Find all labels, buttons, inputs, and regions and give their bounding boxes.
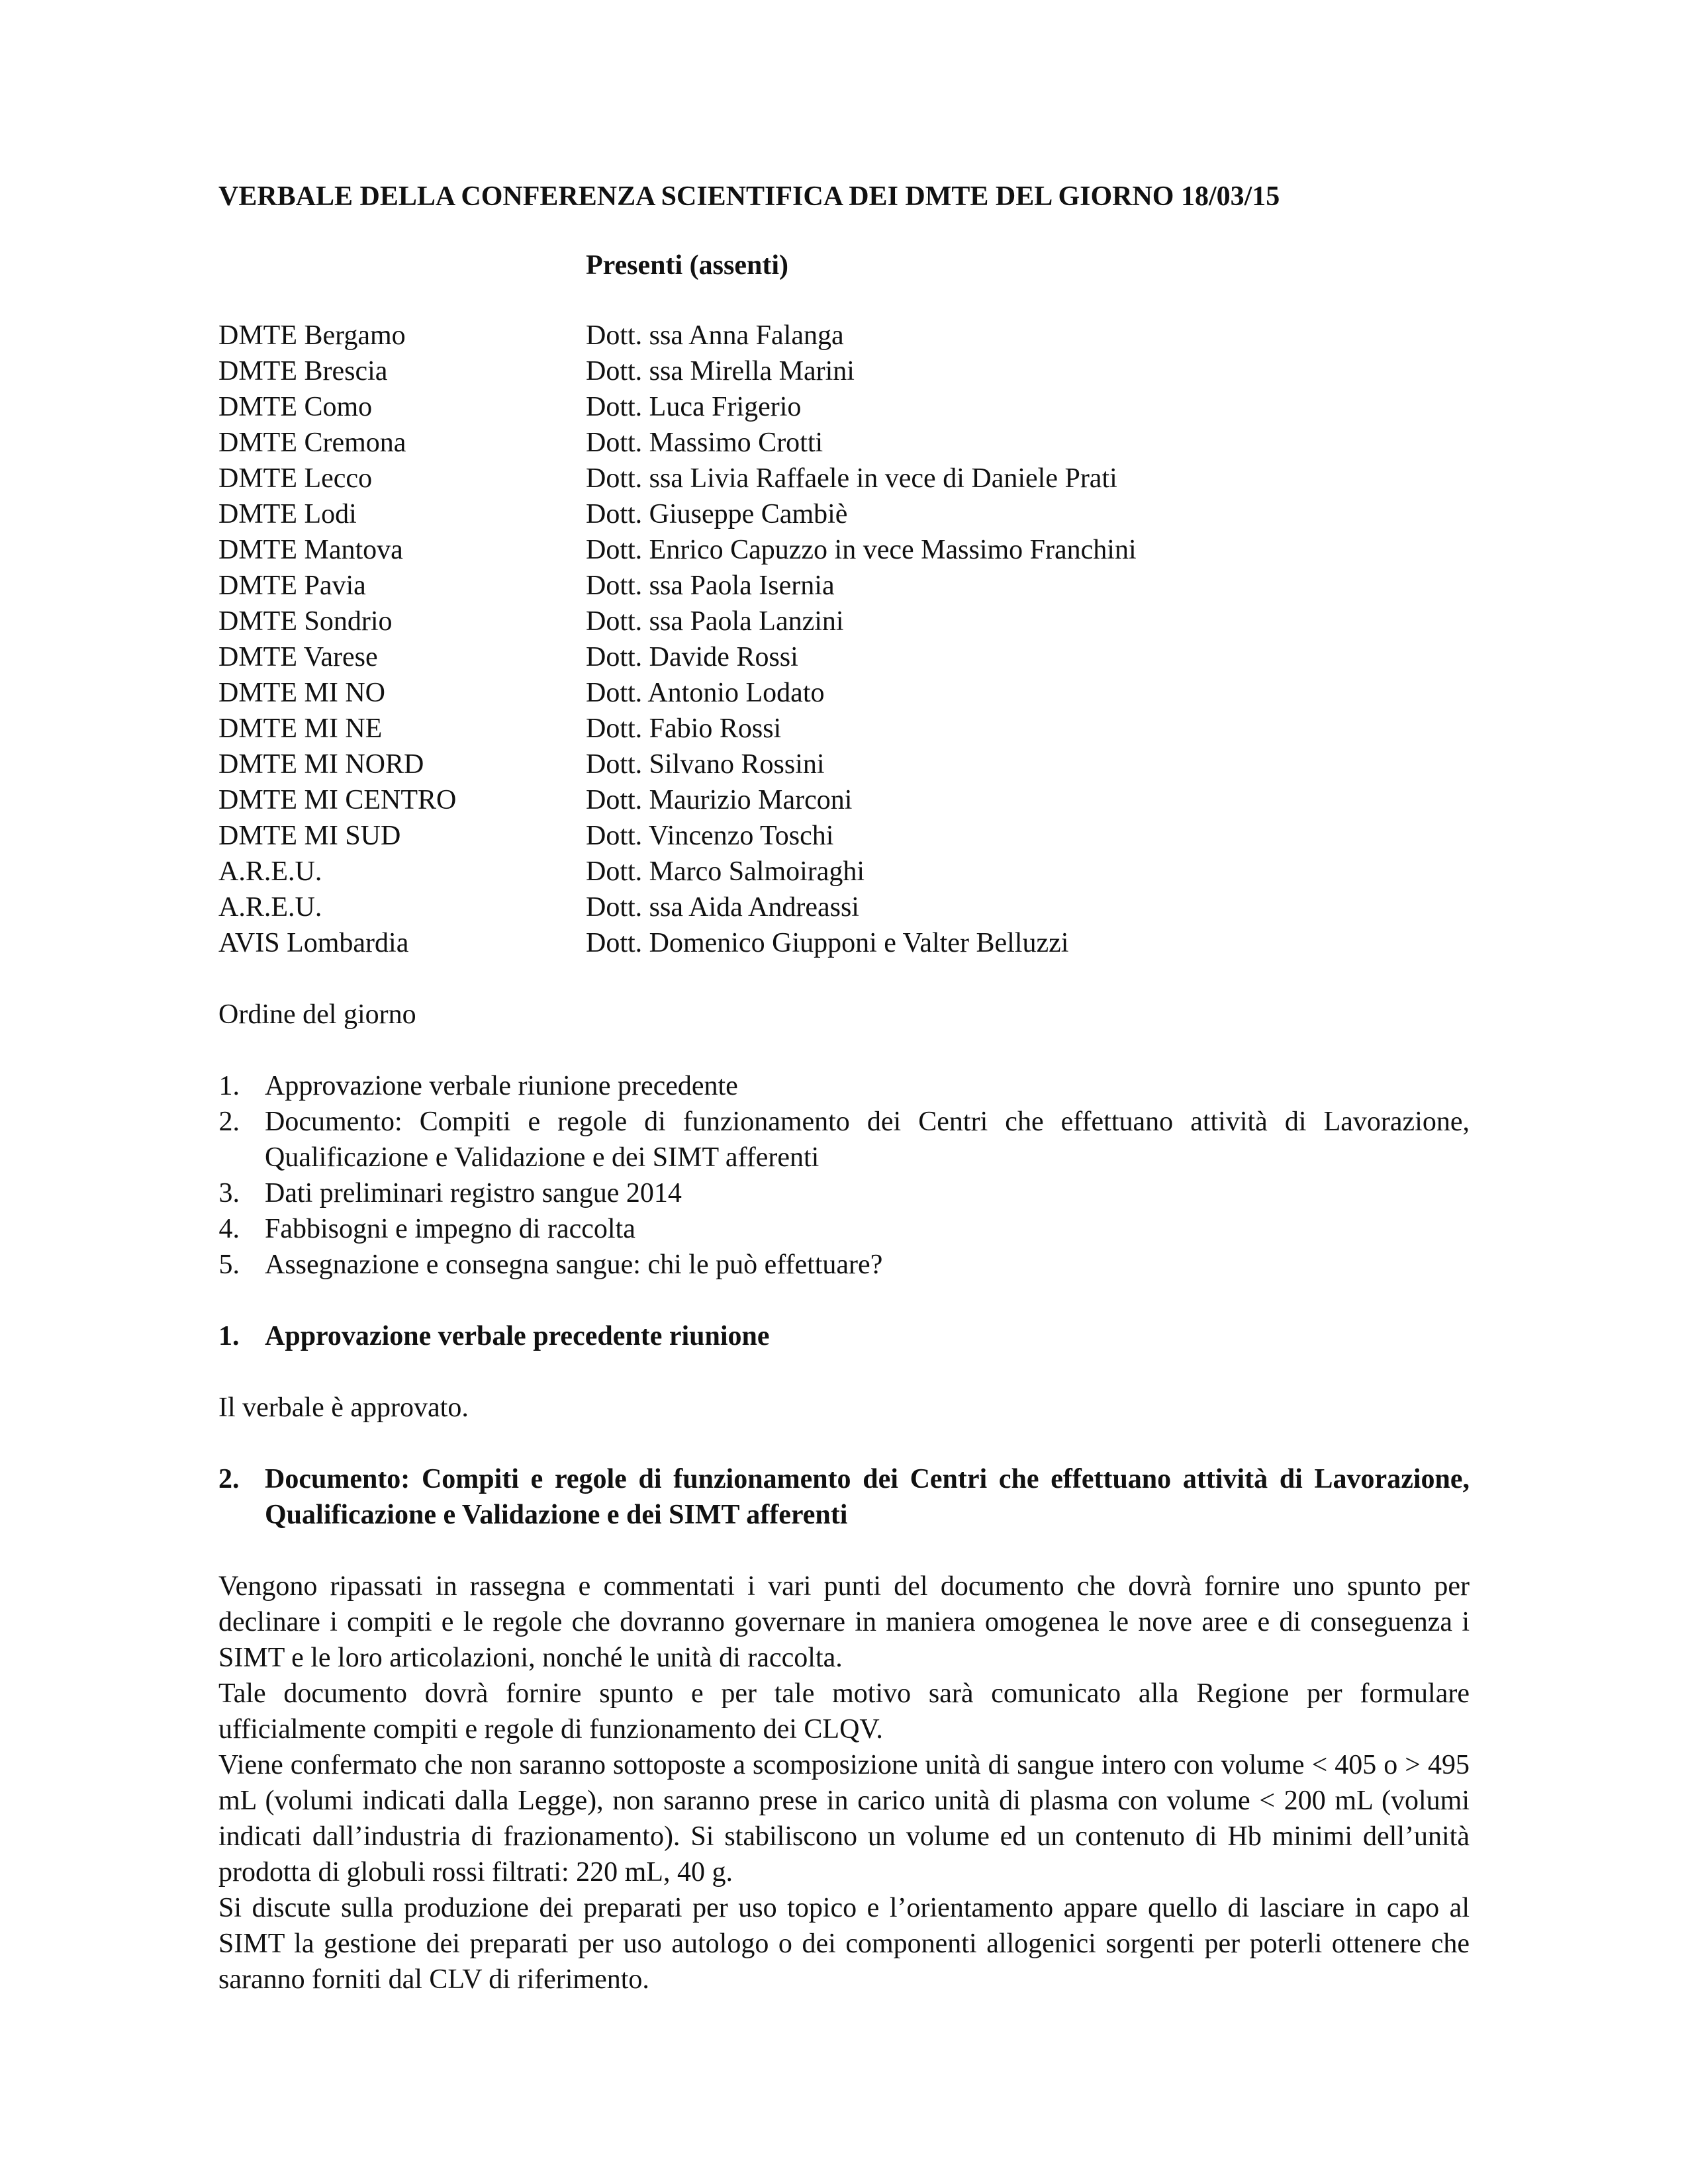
attendance-org: DMTE Lodi <box>218 499 357 529</box>
attendance-org: DMTE Como <box>218 392 373 422</box>
attendance-org: DMTE MI CENTRO <box>218 785 457 815</box>
agenda-item <box>218 1211 1470 1247</box>
section-2-paragraph: Viene confermato che non saranno sottoposte a scomposizione unità di sangue intero con volume < 405 o > 495 mL (volumi indicati dalla Legge), non saranno prese in carico unità di plasma con volume < 200 mL (volumi indicati dall’industria di frazionamento). Si stabiliscono un volume ed un contenuto di Hb minimi dell’unità prodotta di globuli rossi filtrati: 220 mL, 40 g. <box>218 1750 1470 1888</box>
attendance-row <box>218 353 1470 389</box>
attendance-org: DMTE Varese <box>218 642 378 672</box>
attendance-row <box>218 782 1470 818</box>
attendance-org: AVIS Lombardia <box>218 928 409 958</box>
attendance-org: DMTE Sondrio <box>218 606 393 637</box>
section-2-heading <box>218 1461 1470 1533</box>
agenda-item-number: 4. <box>218 1214 240 1244</box>
section-1-body: Il verbale è approvato. <box>218 1392 469 1423</box>
attendance-row <box>218 747 1470 782</box>
attendance-row <box>218 532 1470 568</box>
attendance-person: Dott. Massimo Crotti <box>586 428 823 458</box>
attendance-row <box>218 925 1470 961</box>
agenda-item-number: 3. <box>218 1178 240 1208</box>
section-2-number: 2. <box>218 1464 240 1494</box>
agenda-item-text: Documento: Compiti e regole di funzionamento dei Centri che effettuano attività di Lavorazione, Qualificazione e Validazione e dei SIMT afferenti <box>265 1107 1470 1173</box>
document-title: VERBALE DELLA CONFERENZA SCIENTIFICA DEI DMTE DEL GIORNO 18/03/15 <box>218 181 1280 212</box>
attendance-header: Presenti (assenti) <box>586 250 788 281</box>
agenda-item-number: 1. <box>218 1071 240 1101</box>
section-1-heading <box>218 1318 1470 1354</box>
attendance-person: Dott. Marco Salmoiraghi <box>586 856 865 887</box>
attendance-row <box>218 461 1470 496</box>
attendance-org: DMTE MI NE <box>218 713 383 744</box>
attendance-person: Dott. Luca Frigerio <box>586 392 802 422</box>
section-1-title: Approvazione verbale precedente riunione <box>265 1321 770 1351</box>
agenda-item <box>218 1104 1470 1175</box>
attendance-person: Dott. Vincenzo Toschi <box>586 821 834 851</box>
agenda-item-text: Assegnazione e consegna sangue: chi le può effettuare? <box>265 1250 883 1280</box>
attendance-row <box>218 675 1470 711</box>
section-2-paragraph: Tale documento dovrà fornire spunto e per tale motivo sarà comunicato alla Regione per formulare ufficialmente compiti e regole di funzionamento dei CLQV. <box>218 1678 1470 1745</box>
attendance-org: DMTE Lecco <box>218 463 373 494</box>
agenda-item-text: Approvazione verbale riunione precedente <box>265 1071 738 1101</box>
attendance-person: Dott. Enrico Capuzzo in vece Massimo Franchini <box>586 535 1137 565</box>
section-2-title: Documento: Compiti e regole di funzionamento dei Centri che effettuano attività di Lavorazione, Qualificazione e Validazione e dei SIMT afferenti <box>265 1464 1470 1530</box>
agenda-item <box>218 1247 1470 1283</box>
agenda-item-number: 2. <box>218 1107 240 1137</box>
attendance-person: Dott. ssa Anna Falanga <box>586 320 844 351</box>
agenda-item-text: Dati preliminari registro sangue 2014 <box>265 1178 682 1208</box>
agenda-label: Ordine del giorno <box>218 999 416 1030</box>
section-2-paragraph: Si discute sulla produzione dei preparati per uso topico e l’orientamento appare quello di lasciare in capo al SIMT la gestione dei preparati per uso autologo o dei componenti allogenici sorgenti per poterli ottenere che saranno forniti dal CLV di riferimento. <box>218 1893 1470 1995</box>
attendance-list <box>218 318 1470 961</box>
attendance-org: DMTE Cremona <box>218 428 406 458</box>
attendance-org: DMTE Pavia <box>218 570 366 601</box>
attendance-person: Dott. Antonio Lodato <box>586 678 825 708</box>
attendance-org: DMTE Brescia <box>218 356 388 387</box>
attendance-row <box>218 711 1470 747</box>
attendance-row <box>218 639 1470 675</box>
section-2-paragraph: Vengono ripassati in rassegna e commentati i vari punti del documento che dovrà fornire uno spunto per declinare i compiti e le regole che dovranno governare in maniera omogenea le nove aree e di conseguenza i SIMT e le loro articolazioni, nonché le unità di raccolta. <box>218 1571 1470 1673</box>
attendance-person: Dott. Giuseppe Cambiè <box>586 499 848 529</box>
attendance-row <box>218 425 1470 461</box>
attendance-person: Dott. Davide Rossi <box>586 642 798 672</box>
attendance-row <box>218 604 1470 639</box>
attendance-org: DMTE MI NO <box>218 678 385 708</box>
agenda-item-number: 5. <box>218 1250 240 1280</box>
attendance-person: Dott. Fabio Rossi <box>586 713 782 744</box>
attendance-row <box>218 568 1470 604</box>
attendance-person: Dott. ssa Paola Lanzini <box>586 606 844 637</box>
attendance-person: Dott. Domenico Giupponi e Valter Belluzzi <box>586 928 1069 958</box>
agenda-list <box>218 1068 1470 1283</box>
attendance-person: Dott. ssa Aida Andreassi <box>586 892 859 923</box>
attendance-person: Dott. ssa Paola Isernia <box>586 570 835 601</box>
section-2-body <box>218 1569 1470 1997</box>
attendance-org: DMTE Bergamo <box>218 320 406 351</box>
agenda-item-text: Fabbisogni e impegno di raccolta <box>265 1214 635 1244</box>
attendance-row <box>218 854 1470 889</box>
attendance-org: DMTE MI NORD <box>218 749 424 780</box>
attendance-org: A.R.E.U. <box>218 856 322 887</box>
attendance-person: Dott. Maurizio Marconi <box>586 785 853 815</box>
attendance-org: A.R.E.U. <box>218 892 322 923</box>
attendance-person: Dott. Silvano Rossini <box>586 749 825 780</box>
attendance-row <box>218 389 1470 425</box>
attendance-org: DMTE Mantova <box>218 535 403 565</box>
attendance-row <box>218 889 1470 925</box>
document-page <box>218 179 1470 1997</box>
section-1-number: 1. <box>218 1321 240 1351</box>
agenda-item <box>218 1068 1470 1104</box>
attendance-person: Dott. ssa Mirella Marini <box>586 356 855 387</box>
attendance-org: DMTE MI SUD <box>218 821 401 851</box>
attendance-row <box>218 318 1470 353</box>
attendance-row <box>218 496 1470 532</box>
attendance-row <box>218 818 1470 854</box>
attendance-person: Dott. ssa Livia Raffaele in vece di Daniele Prati <box>586 463 1117 494</box>
agenda-item <box>218 1175 1470 1211</box>
